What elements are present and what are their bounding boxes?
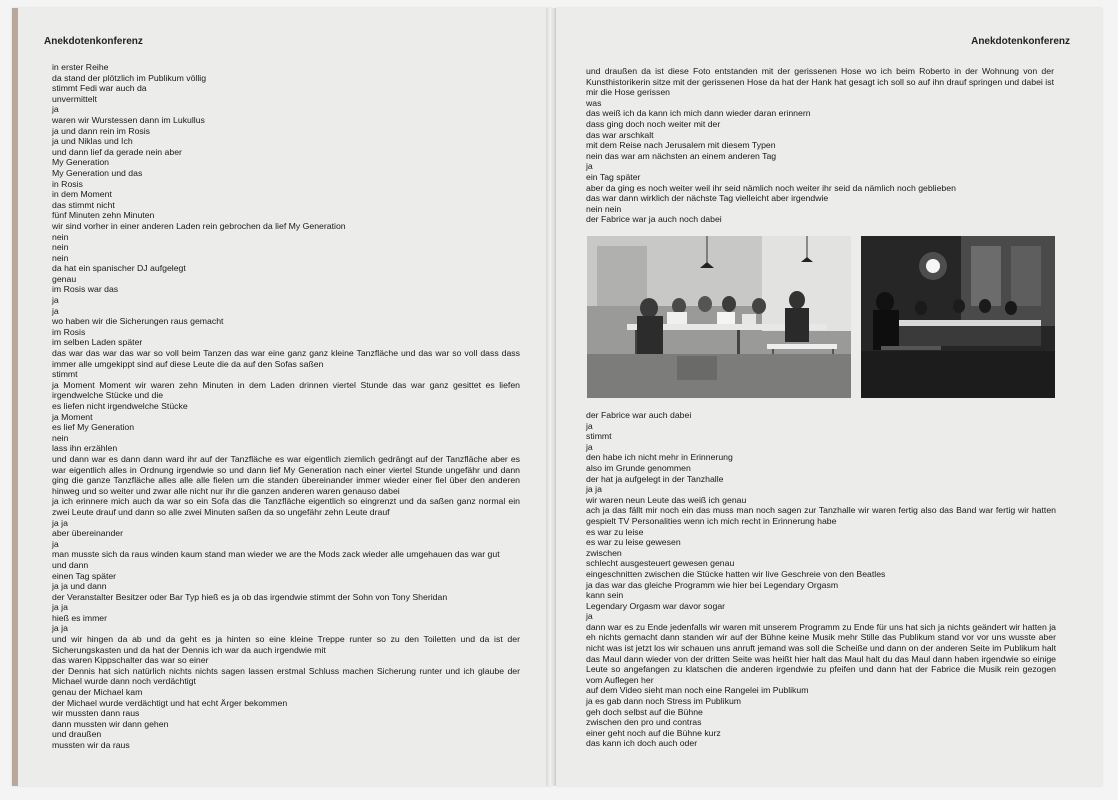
transcript-line: der Fabrice war ja auch noch dabei bbox=[586, 214, 722, 225]
photo-meeting-dark bbox=[861, 236, 1055, 398]
transcript-line: ein Tag später bbox=[586, 171, 641, 182]
transcript-line: ja das war das gleiche Programm wie hier bei Legendary Orgasm bbox=[586, 579, 839, 590]
transcript-line: es war zu leise bbox=[586, 526, 644, 537]
transcript-line: und dann bbox=[52, 559, 89, 570]
right-page bbox=[556, 8, 1102, 786]
transcript-line: der hat ja aufgelegt in der Tanzhalle bbox=[586, 473, 724, 484]
transcript-line: und draußen bbox=[52, 729, 102, 740]
transcript-line: ja bbox=[52, 305, 59, 316]
transcript-line: es war zu leise gewesen bbox=[586, 537, 681, 548]
transcript-line: der Fabrice war auch dabei bbox=[586, 410, 692, 420]
transcript-line: man musste sich da raus winden kaum stand man wieder we are the Mods zack wieder alle umgehauen das war gut bbox=[52, 549, 500, 560]
transcript-line: geh doch selbst auf die Bühne bbox=[586, 706, 703, 717]
transcript-line: mit dem Reise nach Jerusalem mit diesem Typen bbox=[586, 140, 776, 151]
transcript-line: das war dann wirklich der nächste Tag vielleicht aber irgendwie bbox=[586, 193, 829, 204]
transcript-line: einen Tag später bbox=[52, 570, 117, 581]
transcript-line: genau bbox=[52, 273, 77, 284]
transcript-line: waren wir Wurstessen dann im Lukullus bbox=[52, 114, 205, 125]
transcript-line: zwischen den pro und contras bbox=[586, 717, 702, 728]
transcript-line: da stand der plötzlich im Publikum völlig bbox=[52, 72, 207, 83]
transcript-line: auf dem Video sieht man noch eine Rangelei im Publikum bbox=[586, 685, 809, 696]
transcript-line: da hat ein spanischer DJ aufgelegt bbox=[52, 263, 186, 274]
transcript-line: ja bbox=[586, 611, 593, 622]
transcript-line: ja Moment bbox=[52, 411, 93, 422]
transcript-line: in dem Moment bbox=[52, 189, 112, 200]
transcript-line: ja ja bbox=[52, 602, 68, 613]
transcript-line: und dann war es dann dann ward ihr auf der Tanzfläche es war eigentlich ziemlich gedrängt auf der Tanzfläche aber es war eigentlich alles in Ordnung irgendwie so und dann lief My Generation nach einer viertel Stunde ungefähr und dann ging die ganze Tanzfläche alles alle alle fielen um die standen übereinander immer wieder einer fiel über den anderen hinweg und so weiter und zwar alle nicht nur ihr die ganzen anderen waren genauso dabei bbox=[52, 453, 520, 496]
transcript-line: wir sind vorher in einer anderen Laden rein gebrochen da lief My Generation bbox=[52, 220, 346, 231]
transcript-right-bottom bbox=[586, 410, 1056, 749]
transcript-line: eingeschnitten zwischen die Stücke hatten wir live Geschreie von den Beatles bbox=[586, 568, 886, 579]
transcript-line: der Veranstalter Besitzer oder Bar Typ hieß es ja ob das irgendwie stimmt der Sohn von Tony Sheridan bbox=[52, 591, 448, 602]
transcript-line: fünf Minuten zehn Minuten bbox=[52, 210, 155, 221]
transcript-line: wir waren neun Leute das weiß ich genau bbox=[586, 494, 747, 505]
transcript-line: mussten wir da raus bbox=[52, 740, 130, 750]
transcript-line: ja bbox=[586, 161, 593, 172]
transcript-line: das waren Kippschalter das war so einer bbox=[52, 655, 209, 666]
transcript-line: das weiß ich da kann ich mich dann wieder daran erinnern bbox=[586, 108, 811, 119]
transcript-line: also im Grunde genommen bbox=[586, 462, 691, 473]
transcript-line: stimmt bbox=[52, 369, 78, 380]
transcript-line: es lief My Generation bbox=[52, 422, 135, 433]
transcript-line: nein nein bbox=[586, 203, 622, 214]
transcript-line: aber übereinander bbox=[52, 528, 124, 539]
transcript-line: nein das war am nächsten an einem anderen Tag bbox=[586, 150, 777, 161]
transcript-line: ja Moment Moment wir waren zehn Minuten in dem Laden drinnen viertel Stunde das war ganz gesittet es liefen irgendwelche Stücke und die bbox=[52, 379, 520, 401]
transcript-line: ja und Niklas und Ich bbox=[52, 136, 133, 147]
transcript-line: dann war es zu Ende jedenfalls wir waren mit unserem Programm zu Ende für uns hat sich ja nichts geändert wir hatten ja eh nichts gemacht dann standen wir auf der Bühne keine Musik mehr Stille das Publikum stand vor vor uns wusste aber nicht was ist jetzt los wir schauen uns anruft jemand was soll die Scheiße und dann on der anderen Seite im Publikum halt das Maul dann wieder von der dritten Seite was heißt hier halt das Maul halt du das Maul dann haben irgendwie so einige Leute so angefangen zu klatschen die anderen irgendwie zu pfeifen und dann hat der Fabrice die Musik rein gezogen vom Auflegen her bbox=[586, 621, 1056, 685]
transcript-line: einer geht noch auf die Bühne kurz bbox=[586, 727, 721, 738]
transcript-line: ja bbox=[586, 420, 593, 431]
transcript-right-top bbox=[586, 66, 1054, 225]
transcript-line: ja bbox=[52, 104, 59, 115]
transcript-line: lass ihn erzählen bbox=[52, 443, 118, 454]
transcript-line: ja bbox=[52, 538, 59, 549]
transcript-line: ja bbox=[52, 295, 59, 306]
transcript-line: hieß es immer bbox=[52, 612, 108, 623]
transcript-line: ja ich erinnere mich auch da war so ein Sofa das die Tanzfläche eigentlich so eingrenzt und da saßen ganz normal ein zwei Leute drauf und dann so alle zwei Minuten saßen da so ungefähr zehn Leute drauf bbox=[52, 496, 520, 517]
transcript-line: im Rosis bbox=[52, 326, 86, 337]
transcript-line: und wir hingen da ab und da geht es ja hinten so eine kleine Treppe runter so zu den Toiletten und da ist der Sicherungskasten und da hat der Dennis ich war da auch irgendwie mit bbox=[52, 634, 520, 655]
transcript-line: ja es gab dann noch Stress im Publikum bbox=[586, 696, 742, 707]
transcript-line: ja und dann rein im Rosis bbox=[52, 125, 151, 136]
transcript-line: in erster Reihe bbox=[52, 62, 109, 72]
transcript-line: nein bbox=[52, 252, 69, 263]
transcript-line: unvermittelt bbox=[52, 93, 97, 104]
transcript-line: den habe ich nicht mehr in Erinnerung bbox=[586, 452, 733, 463]
transcript-line: zwischen bbox=[586, 547, 622, 558]
transcript-left bbox=[52, 62, 520, 751]
transcript-line: ja bbox=[586, 441, 593, 452]
transcript-line: ja ja bbox=[52, 623, 68, 634]
running-header-right: Anekdotenkonferenz bbox=[971, 36, 1070, 47]
transcript-line: ja ja und dann bbox=[52, 581, 107, 592]
transcript-line: nein bbox=[52, 231, 69, 242]
transcript-line: das stimmt nicht bbox=[52, 199, 115, 210]
transcript-line: My Generation bbox=[52, 157, 109, 168]
transcript-line: nein bbox=[52, 242, 69, 253]
transcript-line: Legendary Orgasm war davor sogar bbox=[586, 600, 726, 611]
transcript-line: aber da ging es noch weiter weil ihr seid nämlich noch weiter ihr seid da nämlich noch geblieben bbox=[586, 182, 956, 193]
running-header-left: Anekdotenkonferenz bbox=[44, 36, 143, 47]
transcript-line: das war arschkalt bbox=[586, 129, 654, 140]
photo-meeting-bright bbox=[587, 236, 851, 398]
transcript-line: ach ja das fällt mir noch ein das muss man noch sagen zur Tanzhalle wir waren fertig also das Band war fertig wir hatten gespielt TV Personalities wenn ich mich recht in Erinnerung habe bbox=[586, 505, 1056, 526]
transcript-line: My Generation und das bbox=[52, 167, 143, 178]
transcript-line: und draußen da ist diese Foto entstanden mit der gerissenen Hose wo ich beim Roberto in der Wohnung von der Kunsthistorikerin sitze mit der gerissenen Hose da hat der Hank hat gesagt ich soll so auf ihn drauf springen und dabei ist mir die Hose gerissen bbox=[586, 66, 1054, 98]
transcript-line: dass ging doch noch weiter mit der bbox=[586, 118, 721, 129]
transcript-line: genau der Michael kam bbox=[52, 687, 143, 698]
transcript-line: ja ja bbox=[52, 517, 68, 528]
transcript-line: und dann lief da gerade nein aber bbox=[52, 146, 182, 157]
transcript-line: das war das war das war so voll beim Tanzen das war eine ganz ganz kleine Tanzfläche und das war so voll dass dass immer alle umgekippt sind auf diese Leute die da auf den Sofas saßen bbox=[52, 348, 520, 369]
transcript-line: es liefen nicht irgendwelche Stücke bbox=[52, 401, 188, 411]
transcript-line: wo haben wir die Sicherungen raus gemacht bbox=[52, 316, 224, 327]
transcript-line: das kann ich doch auch oder bbox=[586, 738, 698, 749]
transcript-line: im selben Laden später bbox=[52, 337, 143, 348]
transcript-line: der Dennis hat sich natürlich nichts nichts sagen lassen erstmal Schluss machen Sicherung runter und ich glaube der Michael wurde dann noch verdächtigt bbox=[52, 665, 520, 687]
transcript-line: schlecht ausgesteuert gewesen genau bbox=[586, 558, 735, 569]
transcript-line: im Rosis war das bbox=[52, 284, 119, 295]
transcript-line: wir mussten dann raus bbox=[52, 708, 140, 719]
book-gutter bbox=[546, 8, 556, 786]
transcript-line: der Michael wurde verdächtigt und hat echt Ärger bekommen bbox=[52, 697, 288, 708]
transcript-line: nein bbox=[52, 432, 69, 443]
transcript-line: was bbox=[586, 97, 602, 108]
transcript-line: stimmt Fedi war auch da bbox=[52, 83, 147, 94]
transcript-line: dann mussten wir dann gehen bbox=[52, 718, 169, 729]
left-page bbox=[12, 8, 552, 786]
book-spread bbox=[12, 8, 1102, 792]
transcript-line: in Rosis bbox=[52, 178, 83, 189]
transcript-line: ja ja bbox=[586, 484, 602, 495]
transcript-line: stimmt bbox=[586, 431, 612, 442]
transcript-line: kann sein bbox=[586, 590, 624, 601]
